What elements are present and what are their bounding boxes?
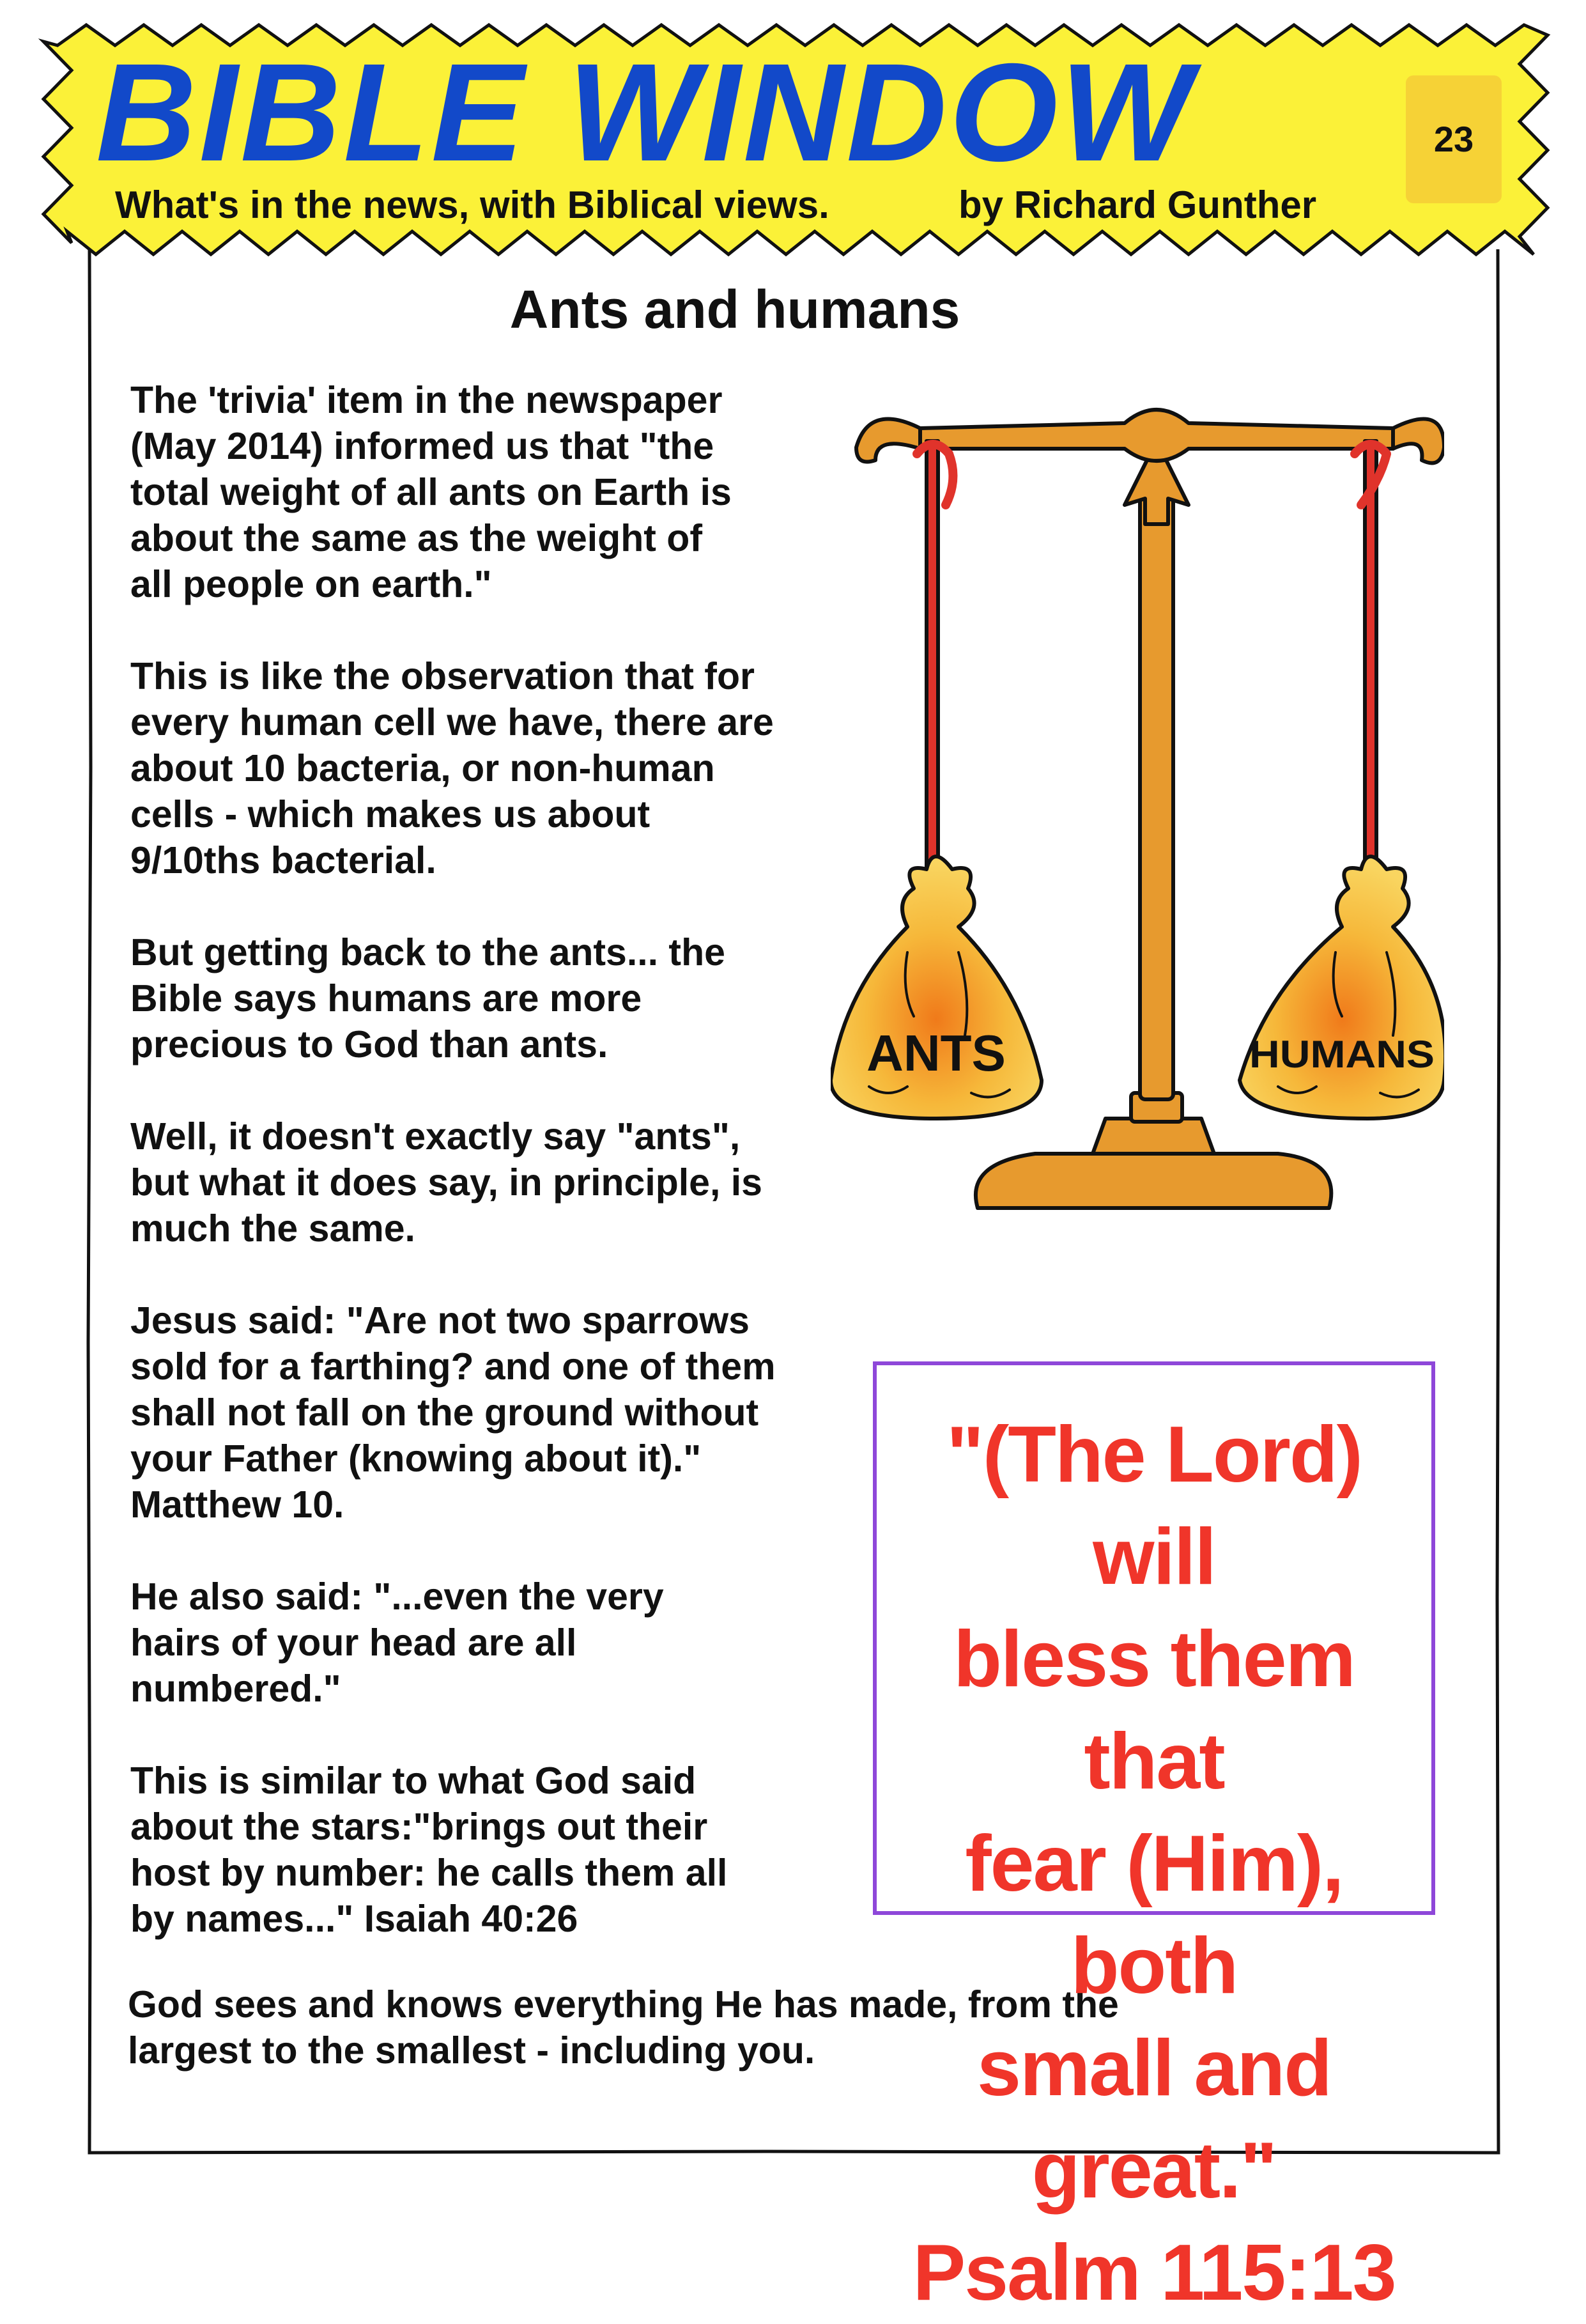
- tagline: What's in the news, with Biblical views.: [115, 183, 829, 226]
- paragraph-bacteria: This is like the observation that for every human cell we have, there are about 10 bacteria, or non-human cells - which makes us about 9/10ths bacterial.: [130, 655, 774, 881]
- scale-base: [976, 1154, 1331, 1208]
- paragraph-hairs: He also said: "...even the very hairs of your head are all numbered.": [130, 1576, 664, 1710]
- right-rope: [1365, 441, 1376, 901]
- left-rope: [927, 441, 938, 901]
- humans-bag-label: HUMANS: [1249, 1033, 1435, 1076]
- ants-bag-label: ANTS: [866, 1025, 1006, 1081]
- balance-scale-illustration: [831, 377, 1444, 1310]
- scale-pole: [1140, 486, 1173, 1099]
- article-title: Ants and humans: [509, 279, 960, 339]
- paragraph-trivia: The 'trivia' item in the newspaper (May 2014) informed us that "the total weight of all ants on Earth is about the same as the weight of all people on earth.": [130, 379, 732, 605]
- page-number: 23: [1406, 75, 1502, 203]
- humans-bag: [1240, 856, 1444, 1119]
- conclusion: God sees and knows everything He has made, from the largest to the smallest - including you.: [128, 1983, 1119, 2072]
- left-hook: [856, 419, 920, 461]
- paragraph-precious: But getting back to the ants... the Bible says humans are more precious to God than ants.: [130, 931, 725, 1065]
- scripture-quote-box: [873, 1361, 1435, 2317]
- scale-foot: [1093, 1119, 1214, 1154]
- right-hook: [1393, 419, 1444, 463]
- byline: by Richard Gunther: [959, 183, 1317, 226]
- scripture-quote: "(The Lord) will bless them that fear (Him), both small and great." Psalm 115:13: [912, 1411, 1396, 2317]
- paragraph-principle: Well, it doesn't exactly say "ants", but what it does say, in principle, is much the same.: [130, 1115, 762, 1250]
- paragraph-sparrows: Jesus said: "Are not two sparrows sold for a farthing? and one of them shall not fall on the ground without your Father (knowing about it)." Matthew 10.: [130, 1299, 776, 1526]
- scale-beam: [920, 410, 1393, 461]
- page-title: BIBLE WINDOW: [96, 35, 1195, 190]
- paragraph-stars: This is similar to what God said about the stars:"brings out their host by number: he calls them all by names..." Isaiah 40:26: [130, 1760, 728, 1940]
